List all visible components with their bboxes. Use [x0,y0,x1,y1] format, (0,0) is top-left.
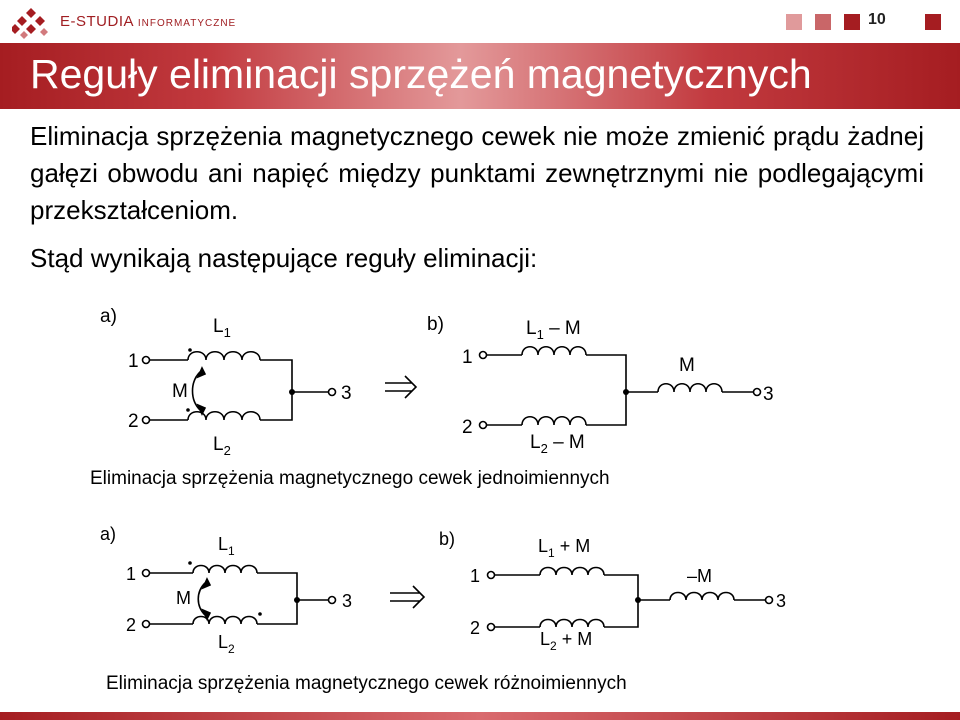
diagram2-b-L1-sub: 1 [548,546,555,560]
diagram1-b-L1-rest: – M [543,318,581,339]
svg-text:L2 [218,632,235,656]
diagram2-node-2: 2 [126,615,137,635]
diagram1-b-L2-rest: – M [547,432,585,453]
diagram1-b-M: M [679,355,695,376]
brand-sub: INFORMATYCZNE [137,18,237,29]
diagram2-label-b: b) [439,529,456,549]
diagram2-b-node-2: 2 [470,618,481,638]
diagram1-label-b: b) [427,314,444,335]
slide-title: Reguły eliminacji sprzężeń magnetycznych [30,51,812,97]
diagram1-b-L2: L [530,432,541,453]
body-paragraph-2: Stąd wynikają następujące reguły eliminacji: [30,243,538,273]
diagram2-L1: L [218,534,229,554]
diagram2-L2-sub: 2 [228,642,235,656]
brand-main: E-STUDIA [60,13,134,30]
diagram1-b-node-1: 1 [462,347,473,368]
diagram1-b-L2-sub: 2 [540,441,548,456]
svg-text:L2 + M [540,629,592,653]
page-number: 10 [868,11,886,28]
diagram1-L2: L [213,434,224,455]
diagram2-L1-sub: 1 [228,544,235,558]
diagram1-node-2: 2 [128,411,139,432]
diagram2-b-L1: L [538,536,549,556]
svg-text:L1 [218,534,235,558]
diagram1-L2-sub: 2 [223,443,231,458]
diagram2-label-a: a) [100,524,117,544]
diagram1-L1: L [213,316,224,337]
diagram2-M: M [176,588,191,608]
footer-bar [0,712,960,720]
diagram2-node-1: 1 [126,564,137,584]
diagram2-b-M: –M [687,566,713,586]
diagram2-b-L1-rest: + M [554,536,591,556]
diagram1-node-1: 1 [128,351,139,372]
diagram1-b-node-2: 2 [462,417,473,438]
diagram1-label-a: a) [100,306,117,327]
diagram1-L1-sub: 1 [223,325,231,340]
diagram2-b-node-1: 1 [470,566,481,586]
diagram2-b-L2-rest: + M [556,629,593,649]
diagram2-node-3: 3 [342,591,353,611]
diagram2-caption: Eliminacja sprzężenia magnetycznego cewek różnoimiennych [106,673,627,694]
diagram1-node-3: 3 [341,383,352,404]
diagram2-b-L2-sub: 2 [550,639,557,653]
diagram1-M: M [172,381,188,402]
diagram1-caption: Eliminacja sprzężenia magnetycznego cewek jednoimiennych [90,468,610,489]
diagram1-b-node-3: 3 [763,384,774,405]
diagram2-L2: L [218,632,229,652]
diagram1-b-L1: L [526,318,537,339]
diagram2-b-node-3: 3 [776,591,787,611]
svg-text:L1 + M [538,536,590,560]
diagram1-b-L1-sub: 1 [536,327,544,342]
diagram2-b-L2: L [540,629,551,649]
body-paragraph-1: Eliminacja sprzężenia magnetycznego cewek nie może zmienić prądu żadnej gałęzi obwodu ani napięć między punktami zewnętrznymi nie podlegającymi przekształceniom. [30,121,924,225]
